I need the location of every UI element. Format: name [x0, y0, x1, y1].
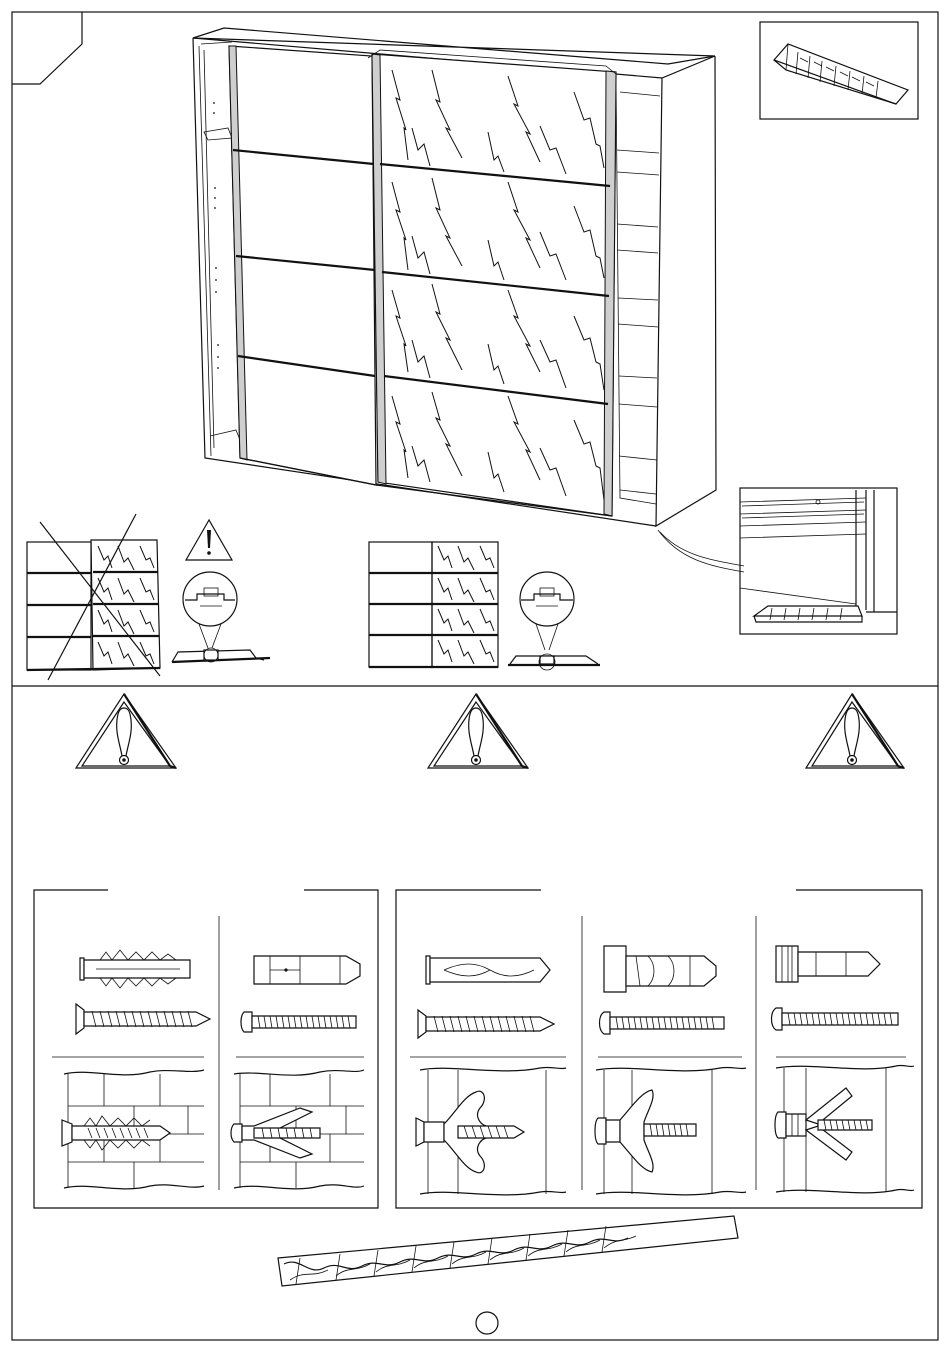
warning-triangle-icon	[806, 694, 904, 768]
machine-bolt-icon	[241, 1012, 356, 1032]
warning-triangle-icon	[186, 520, 232, 560]
drill-bit	[278, 1216, 738, 1286]
warning-triangle-icon	[76, 694, 176, 768]
bottom-rail-detail	[740, 488, 897, 634]
metal-cavity-anchor-icon	[776, 946, 880, 982]
shim-wedges	[760, 22, 918, 119]
hollow-wall-plug-icon	[426, 956, 550, 984]
expanding-anchor-icon	[254, 956, 360, 984]
wall-fixings	[34, 890, 922, 1208]
machine-bolt-icon	[600, 1012, 725, 1034]
hollow-wall-installed-cavity-plug	[595, 1067, 746, 1194]
wood-screw-icon	[418, 1010, 554, 1038]
cavity-plug-icon	[604, 946, 716, 992]
machine-bolt-icon	[772, 1008, 899, 1030]
door-alignment-incorrect	[27, 514, 270, 680]
door-alignment-correct	[369, 542, 600, 670]
warning-triangle-icon	[428, 694, 528, 768]
hollow-wall-installed-metal-anchor	[775, 1065, 914, 1192]
page-number-badge	[476, 1312, 498, 1334]
wardrobe-assembled	[193, 28, 744, 572]
hollow-wall-installed-toggle	[416, 1067, 566, 1194]
brick-wall-installed-anchor	[231, 1070, 364, 1189]
plastic-wall-plug-icon	[80, 950, 190, 988]
wood-screw-icon	[76, 1004, 210, 1034]
brick-wall-installed-plug	[62, 1070, 204, 1189]
